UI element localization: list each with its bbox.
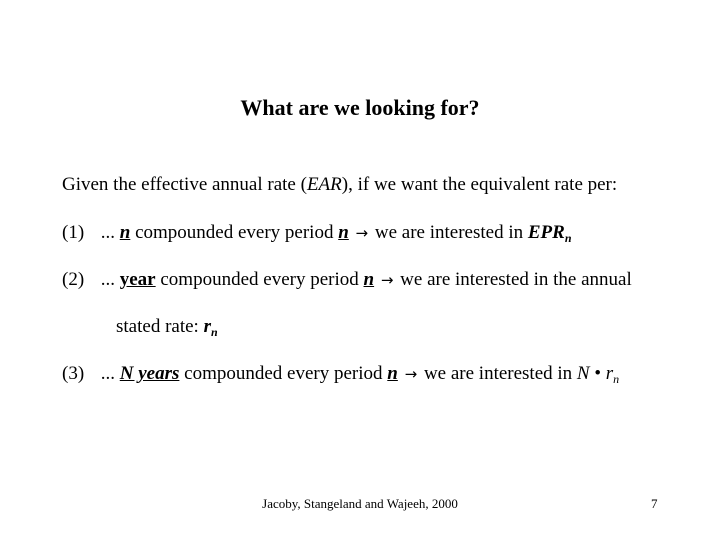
item-number: (1): [62, 222, 85, 243]
item-result-prefix: N: [576, 363, 590, 384]
item-result: $r_n$: [605, 363, 620, 386]
item-result: $EPR_n$: [527, 222, 572, 245]
item-number: (3): [62, 363, 85, 384]
right-arrow-icon: →: [404, 365, 418, 383]
right-arrow-icon: →: [380, 271, 394, 289]
item-mid-text: compounded every period: [160, 269, 359, 290]
slide-title: What are we looking for?: [240, 95, 480, 120]
item-subject: N years: [119, 363, 180, 384]
intro-line: [62, 173, 617, 197]
item-ellipsis: ...: [100, 269, 115, 290]
right-arrow-icon: →: [355, 224, 369, 242]
bullet-icon: •: [594, 363, 602, 384]
intro-abbr: EAR: [306, 174, 342, 195]
item-ellipsis: ...: [100, 363, 115, 384]
intro-text-before: Given the effective annual rate (: [62, 174, 307, 195]
item-cont-text: stated rate:: [116, 316, 199, 337]
page-number: 7: [651, 496, 658, 511]
item-tail-text: we are interested in the annual: [400, 269, 632, 290]
item-tail-text: we are interested in: [423, 363, 573, 384]
list-item-1: [62, 221, 572, 250]
item-mid-text: compounded every period: [135, 222, 334, 243]
list-item-2-continuation: [116, 315, 218, 344]
item-ellipsis: ...: [100, 222, 115, 243]
item-subject: year: [119, 269, 156, 290]
list-item-3: [62, 362, 619, 391]
intro-text-after: ), if we want the equivalent rate per:: [341, 174, 618, 195]
item-period: n: [387, 363, 398, 384]
item-result: $r_n$: [203, 316, 218, 339]
footer-credit: Jacoby, Stangeland and Wajeeh, 2000: [262, 496, 458, 511]
item-number: (2): [62, 269, 85, 290]
item-mid-text: compounded every period: [184, 363, 383, 384]
item-tail-text: we are interested in: [374, 222, 524, 243]
item-period: n: [338, 222, 349, 243]
item-subject: n: [119, 222, 131, 243]
item-period: n: [363, 269, 375, 290]
list-item-2: [62, 268, 632, 292]
